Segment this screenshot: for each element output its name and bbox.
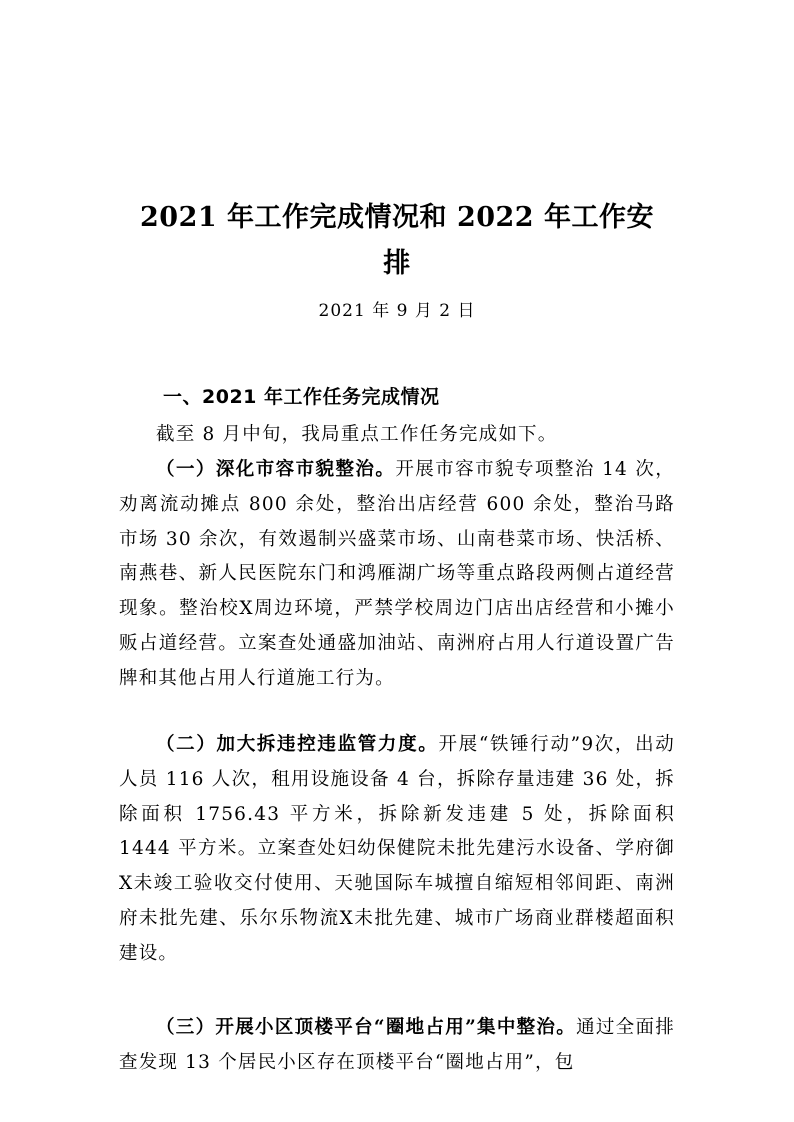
- paragraph-text: 开展“铁锤行动”9次，出动人员 116 人次，租用设施设备 4 台，拆除存量违建 36 处，拆除面积 1756.43 平方米，拆除新发违建 5 处，拆除面积 1444 平方米。立案查处妇幼保健院未批先建污水设备、学府御X未竣工验收交付使用、天驰国际车城擅自缩短相邻间距、南洲府未批先建、乐尔乐物流X未批先建、城市广场商业群楼超面积建设。: [119, 734, 675, 964]
- document-date: 2021 年 9 月 2 日: [318, 301, 476, 321]
- paragraph-lead: （二）加大拆违控违监管力度。: [156, 734, 439, 755]
- paragraph-item-2: [119, 728, 675, 972]
- document-title-line-1: 2021 年工作完成情况和 2022 年工作安: [140, 202, 654, 233]
- paragraph-text: 通过全面排查发现 13 个居民小区存在顶楼平台“圈地占用”，包: [119, 1017, 675, 1073]
- paragraph-lead: （一）深化市容市貌整治。: [156, 459, 396, 480]
- paragraph-text: 开展市容市貌专项整治 14 次，劝离流动摊点 800 余处，整治出店经营 600 余处，整治马路市场 30 余次，有效遏制兴盛菜市场、山南巷菜市场、快活桥、南燕巷、新人民医院东门和鸿雁湖广场等重点路段两侧占道经营现象。整治校X周边环境，严禁学校周边门店出店经营和小摊小贩占道经营。立案查处通盛加油站、南洲府占用人行道设置广告牌和其他占用人行道施工行为。: [119, 459, 675, 689]
- document-title-line-2: 排: [383, 248, 411, 279]
- section-heading: 一、2021 年工作任务完成情况: [163, 386, 440, 408]
- paragraph-item-1: [119, 453, 675, 697]
- paragraph-lead: （三）开展小区顶楼平台“圈地占用”集中整治。: [156, 1017, 577, 1038]
- intro-paragraph: 截至 8 月中旬，我局重点工作任务完成如下。: [156, 424, 558, 445]
- paragraph-item-3: [119, 1011, 675, 1081]
